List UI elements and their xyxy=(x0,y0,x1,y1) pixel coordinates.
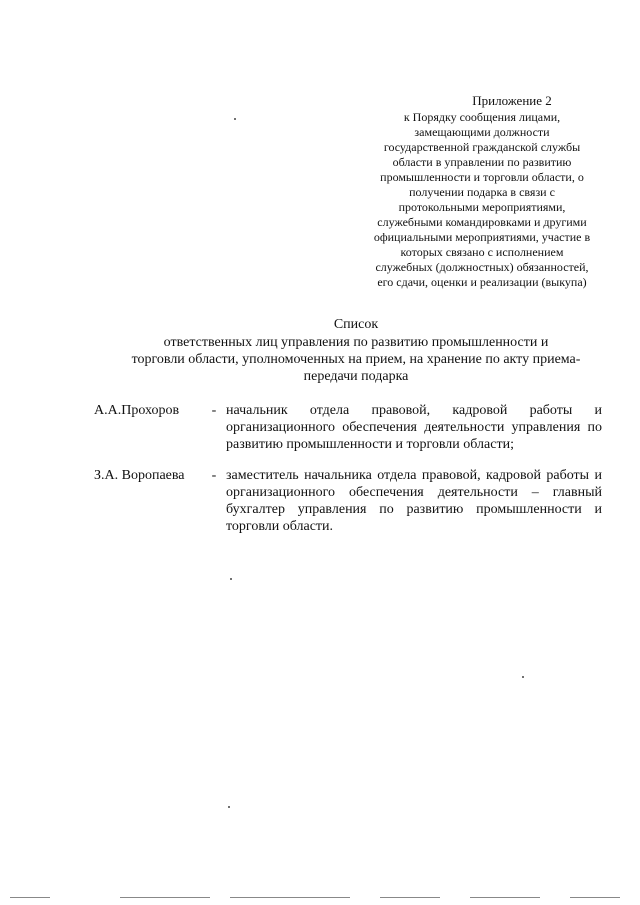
entry-dash: - xyxy=(211,403,217,418)
list-heading xyxy=(96,316,616,385)
scan-speck xyxy=(234,118,236,120)
scan-artifact-line xyxy=(230,897,350,898)
scan-speck xyxy=(522,676,524,678)
person-role: начальник отдела правовой, кадровой работы и организационного обеспечения деятельности управления по развитию промышленности и торговли области; xyxy=(226,403,602,452)
scan-artifact-line xyxy=(570,897,620,898)
person-name: А.А.Прохоров xyxy=(94,403,180,418)
person-name: З.А. Воропаева xyxy=(94,468,185,483)
scan-speck xyxy=(230,578,232,580)
appendix-subtitle: к Порядку сообщения лицами, замещающими должности государственной гражданской службы области в управлении по развитию промышленности и торговли области, о получении подарка в связи с протокольными мероприятиями, служебными командировками и другими официальными мероприятиями, участие в которых связано с исполнением служебных (должностных) обязанностей, его сдачи, оценки и реализации (выкупа) xyxy=(373,110,591,289)
list-title: Список xyxy=(333,317,379,332)
scan-artifact-line xyxy=(380,897,440,898)
person-role: заместитель начальника отдела правовой, кадровой работы и организационного обеспечения деятельности – главный бухгалтер управления по развитию промышленности и торговли области. xyxy=(226,468,602,534)
entry-dash: - xyxy=(211,468,217,483)
appendix-title: Приложение 2 xyxy=(472,93,552,108)
appendix-header xyxy=(360,93,604,290)
scan-speck xyxy=(228,806,230,808)
scan-artifact-line xyxy=(470,897,540,898)
list-description: ответственных лиц управления по развитию промышленности и торговли области, уполномоченных на прием, на хранение по акту приема- передачи подарка xyxy=(131,335,581,384)
scan-artifact-line xyxy=(10,897,50,898)
scan-artifact-line xyxy=(120,897,210,898)
